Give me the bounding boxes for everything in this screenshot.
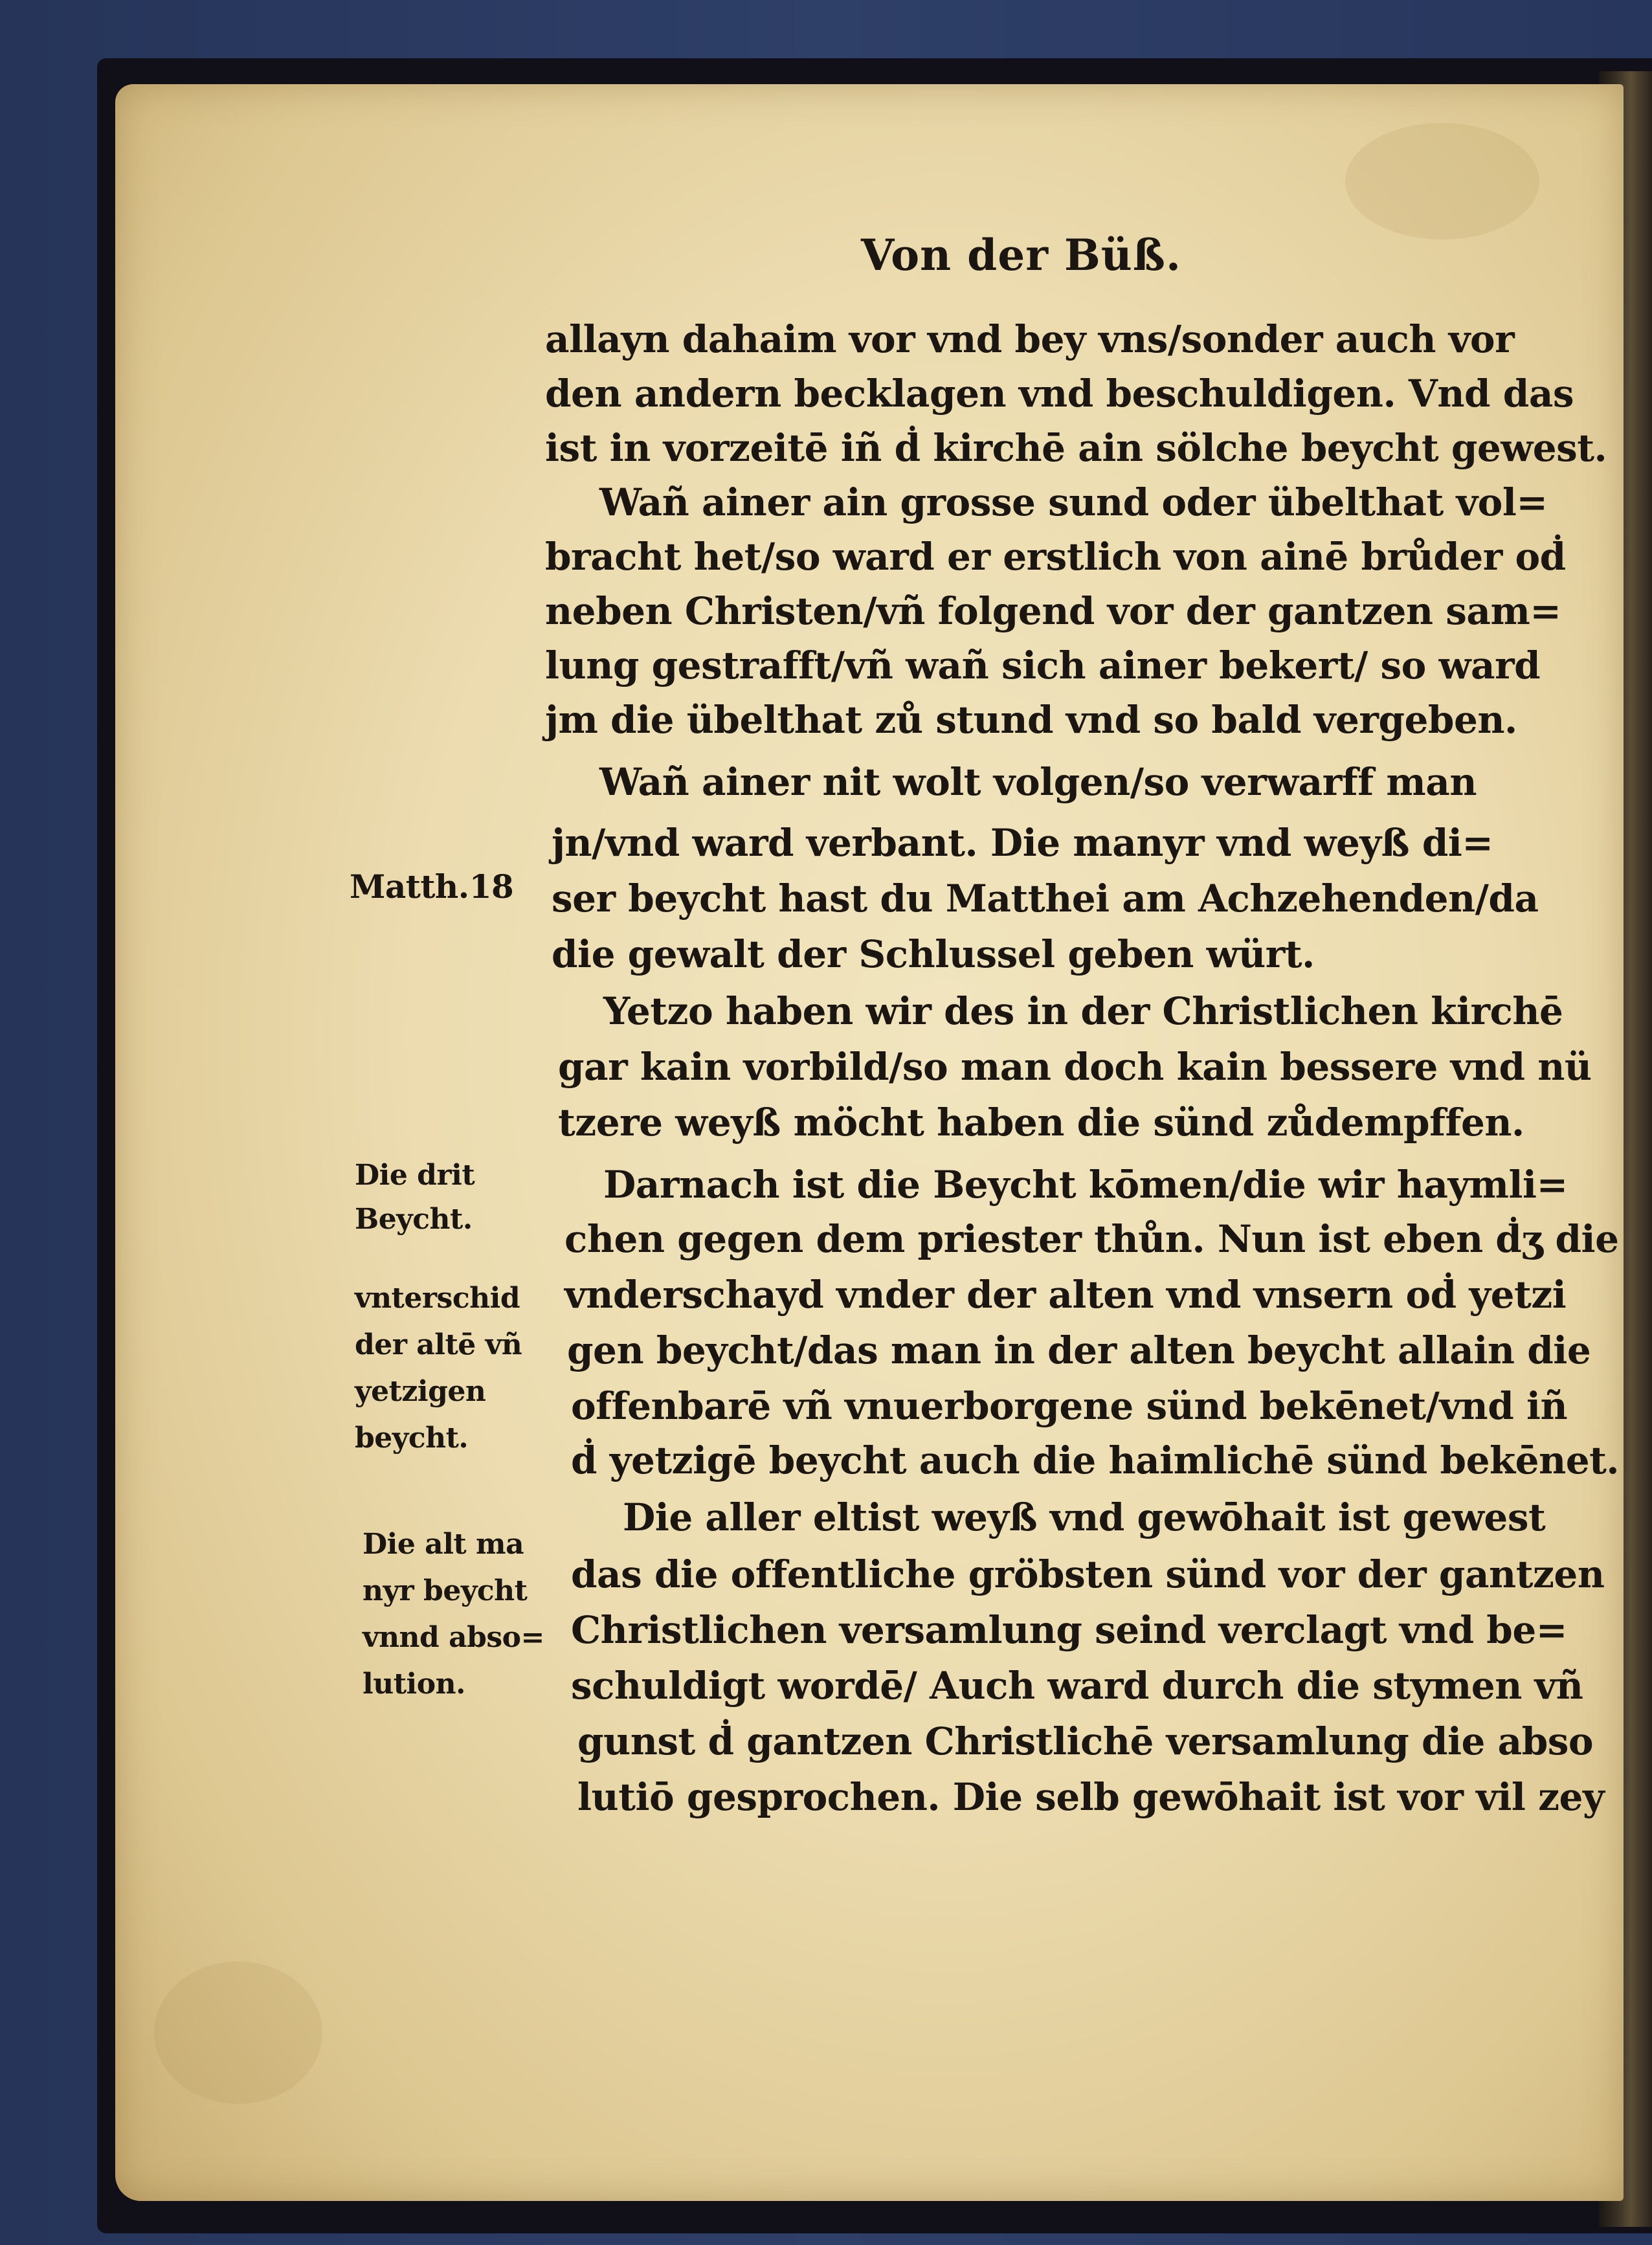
body-line: das die offentliche gröbsten sünd vor der gantzen — [571, 1552, 1605, 1596]
body-line: jm die übelthat zů stund vnd so bald vergeben. — [545, 698, 1517, 742]
running-head: Von der Büß. — [861, 230, 1181, 280]
margin-note: der altē vñ — [355, 1328, 522, 1361]
body-line: vnderschayd vnder der alten vnd vnsern oḋ yetzi — [564, 1273, 1567, 1317]
margin-note: beycht. — [355, 1422, 469, 1455]
margin-note: nyr beycht — [363, 1574, 528, 1607]
body-line: allayn dahaim vor vnd bey vns/sonder auch vor — [545, 317, 1515, 361]
margin-note: lution. — [363, 1668, 465, 1701]
body-line: bracht het/so ward er erstlich von ainē brůder oḋ — [545, 535, 1566, 579]
body-line: gen beycht/das man in der alten beycht allain die — [567, 1328, 1591, 1372]
body-line: Die aller eltist weyß vnd gewōhait ist gewest — [623, 1495, 1546, 1539]
body-line: chen gegen dem priester thůn. Nun ist eben ḋʒ die — [564, 1217, 1619, 1261]
margin-note: yetzigen — [355, 1375, 486, 1408]
body-line: lutiō gesprochen. Die selb gewōhait ist vor vil zey — [577, 1775, 1605, 1819]
body-line: jn/vnd ward verbant. Die manyr vnd weyß di= — [552, 821, 1493, 865]
body-line: gar kain vorbild/so man doch kain bessere vnd nü — [558, 1045, 1592, 1089]
body-line: lung gestrafft/vñ wañ sich ainer bekert/ so ward — [545, 643, 1541, 687]
margin-note: vnterschid — [355, 1282, 520, 1315]
body-line: gunst ḋ gantzen Christlichē versamlung die abso — [577, 1719, 1594, 1763]
body-line: neben Christen/vñ folgend vor der gantzen sam= — [545, 589, 1561, 633]
body-line: offenbarē vñ vnuerborgene sünd bekēnet/vnd iñ — [571, 1384, 1568, 1428]
body-line: ist in vorzeitē iñ ḋ kirchē ain sölche beycht gewest. — [545, 426, 1607, 470]
body-line: Christlichen versamlung seind verclagt vnd be= — [571, 1608, 1567, 1652]
body-line: Wañ ainer nit wolt volgen/so verwarff man — [599, 760, 1477, 804]
body-line: Wañ ainer ain grosse sund oder übelthat vol= — [599, 480, 1548, 524]
body-line: tzere weyß möcht haben die sünd zůdempffen. — [558, 1100, 1524, 1145]
margin-note: vnnd abso= — [363, 1621, 544, 1654]
margin-note: Beycht. — [355, 1203, 473, 1236]
margin-note-reference: Matth.18 — [350, 867, 514, 906]
margin-note: Die drit — [355, 1159, 475, 1192]
body-line: die gewalt der Schlussel geben würt. — [552, 932, 1315, 976]
body-line: schuldigt wordē/ Auch ward durch die stymen vñ — [571, 1664, 1583, 1708]
body-line: Darnach ist die Beycht kōmen/die wir haymli= — [603, 1163, 1568, 1207]
paper-stain — [154, 1961, 322, 2104]
body-line: den andern becklagen vnd beschuldigen. Vnd das — [545, 372, 1574, 416]
body-line: Yetzo haben wir des in der Christlichen kirchē — [603, 989, 1563, 1033]
body-line: ḋ yetzigē beycht auch die haimlichē sünd bekēnet. — [571, 1438, 1620, 1482]
paper-stain — [1345, 123, 1539, 240]
body-line: ser beycht hast du Matthei am Achzehenden/da — [552, 877, 1539, 921]
margin-note: Die alt ma — [363, 1528, 524, 1561]
